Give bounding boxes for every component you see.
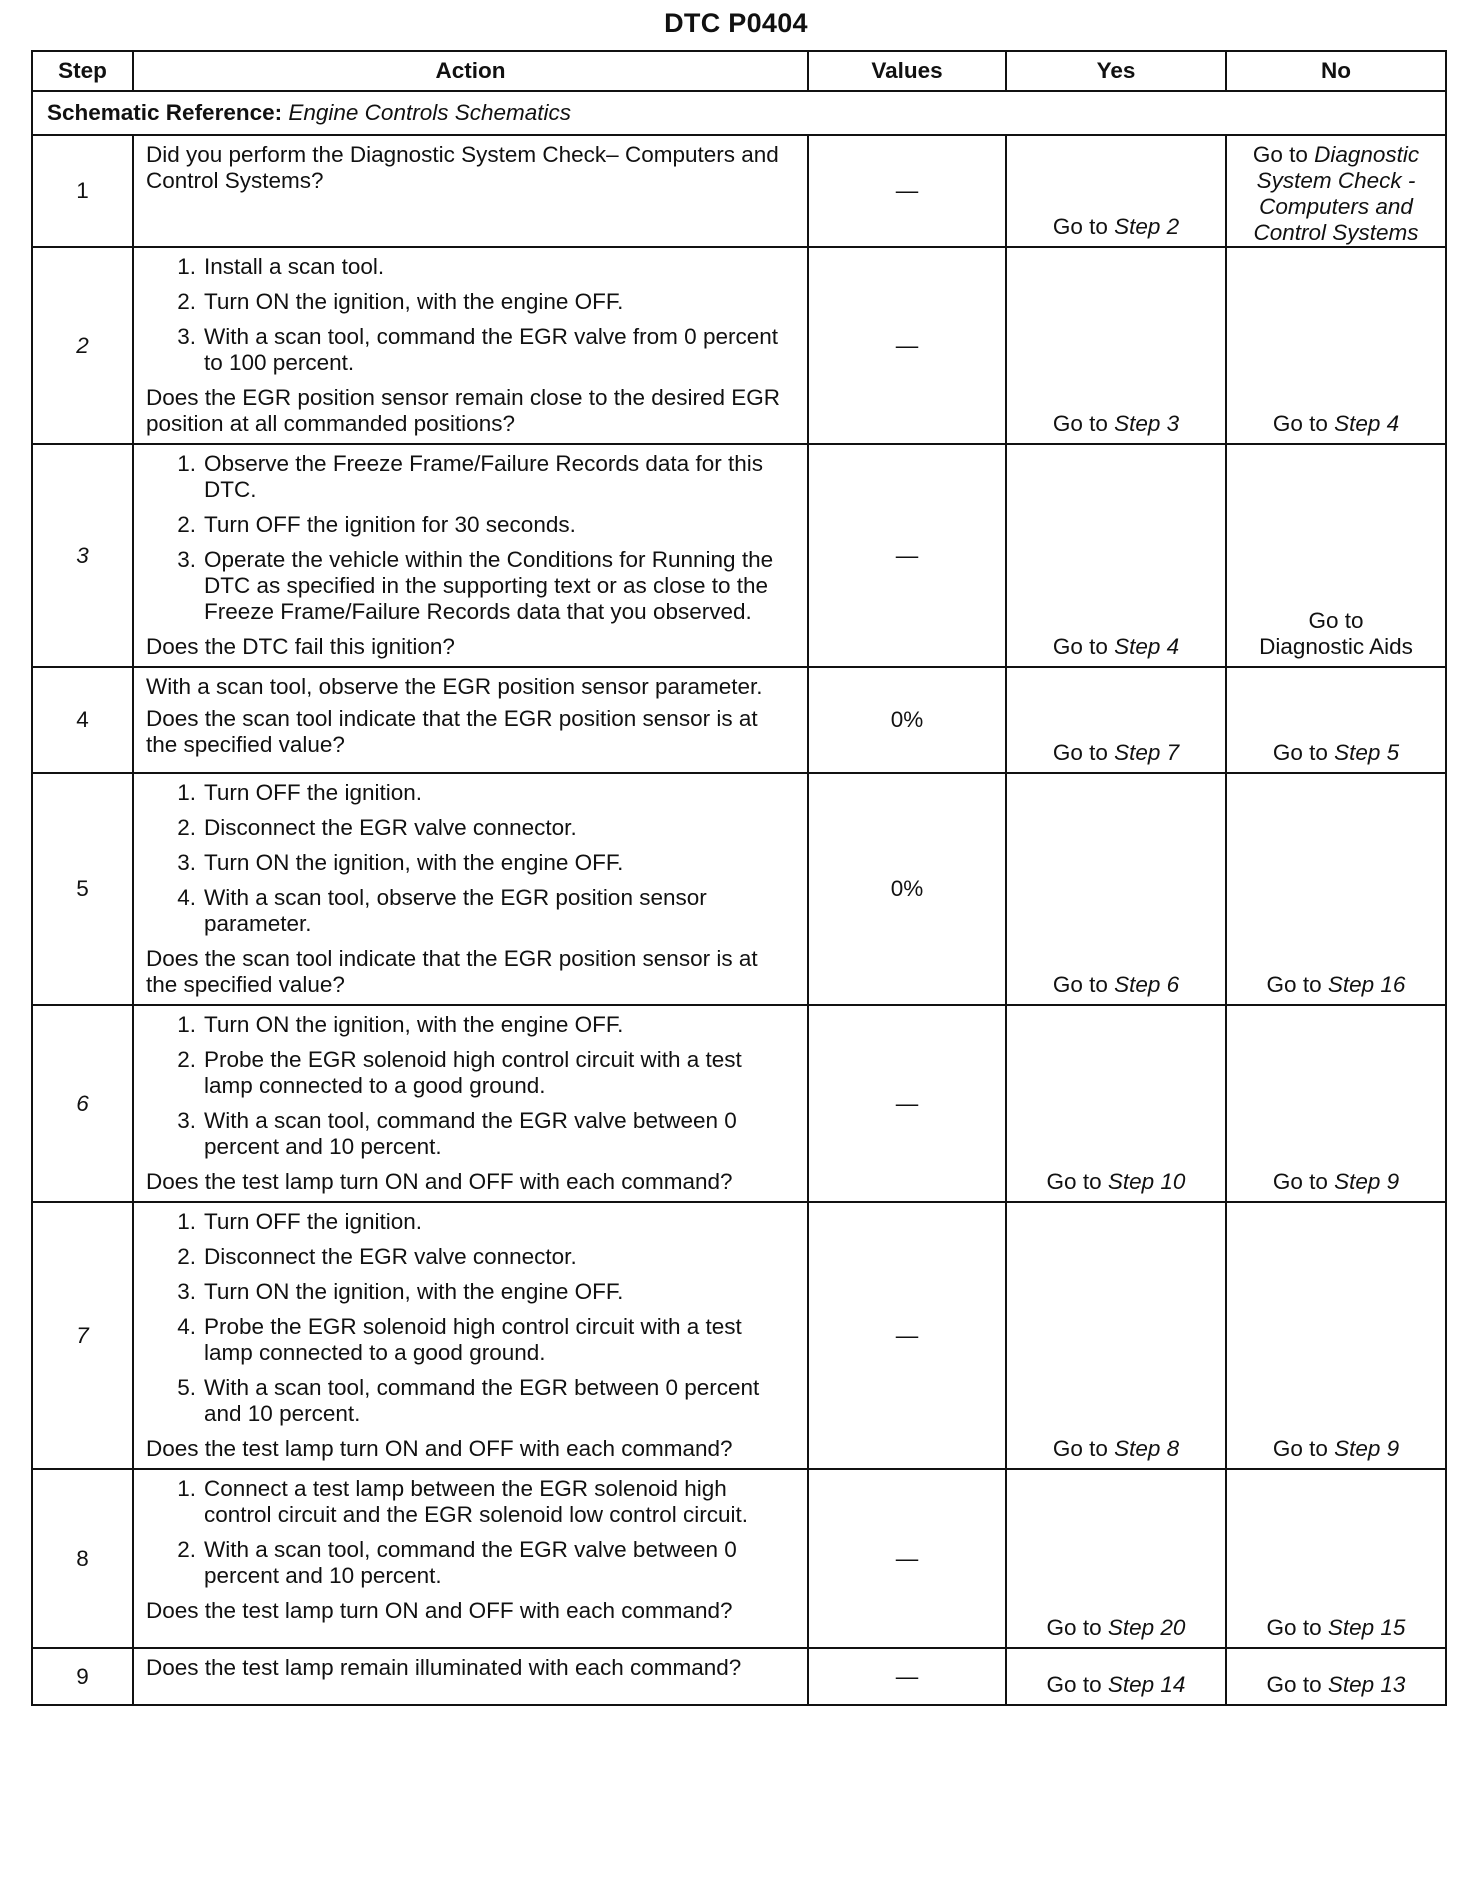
goto-step xyxy=(1114,214,1179,239)
list-number: 1. xyxy=(177,1209,196,1234)
goto-text: Go to xyxy=(1052,634,1108,659)
goto-step xyxy=(1114,740,1179,765)
step-number: 4 xyxy=(32,667,133,773)
goto-step xyxy=(1334,411,1399,436)
step-action xyxy=(133,247,808,444)
list-text: Probe the EGR solenoid high control circuit with a test lamp connected to a good ground. xyxy=(204,1314,742,1365)
action-list-item xyxy=(146,1108,795,1160)
dtc-table xyxy=(31,50,1447,1706)
yes-goto-link[interactable] xyxy=(1007,634,1225,660)
action-list-item xyxy=(146,1244,795,1270)
list-text: Disconnect the EGR valve connector. xyxy=(204,1244,577,1269)
list-number: 2. xyxy=(177,1537,196,1562)
list-text: Connect a test lamp between the EGR solenoid high control circuit and the EGR solenoid low control circuit. xyxy=(204,1476,748,1527)
step-value: — xyxy=(808,444,1006,667)
list-text: Turn OFF the ignition. xyxy=(204,780,423,805)
list-number: 2. xyxy=(177,1047,196,1072)
no-goto-link[interactable] xyxy=(1227,136,1445,246)
step-number: 1 xyxy=(32,135,133,247)
action-list-item xyxy=(146,1012,795,1038)
goto-step xyxy=(1108,1672,1186,1697)
step-target: 9 xyxy=(1386,1169,1400,1194)
step-number: 6 xyxy=(32,1005,133,1202)
step-value: — xyxy=(808,1469,1006,1648)
goto-step xyxy=(1114,411,1179,436)
step-word: Step xyxy=(1114,634,1161,659)
list-number: 3. xyxy=(177,324,196,349)
yes-goto-link[interactable] xyxy=(1007,972,1225,998)
goto-text: Go to xyxy=(1266,972,1322,997)
no-goto-link[interactable] xyxy=(1227,1615,1445,1641)
list-number: 2. xyxy=(177,289,196,314)
step-row xyxy=(32,667,1446,773)
yes-cell xyxy=(1006,1202,1226,1469)
list-text: With a scan tool, command the EGR valve from 0 percent to 100 percent. xyxy=(204,324,778,375)
step-word: Step xyxy=(1114,1436,1161,1461)
goto-step xyxy=(1114,634,1179,659)
step-word: Step xyxy=(1327,1672,1375,1697)
step-word: Step xyxy=(1334,1169,1381,1194)
yes-cell xyxy=(1006,444,1226,667)
action-question: Does the test lamp turn ON and OFF with each command? xyxy=(146,1598,733,1623)
step-action xyxy=(133,135,808,247)
step-number: 9 xyxy=(32,1648,133,1705)
step-row xyxy=(32,773,1446,1005)
list-text: Turn ON the ignition, with the engine OFF. xyxy=(204,1279,624,1304)
step-target: 4 xyxy=(1166,634,1180,659)
no-cell xyxy=(1226,444,1446,667)
step-target: 5 xyxy=(1386,740,1400,765)
goto-text: Go to xyxy=(1252,142,1308,167)
step-target: 10 xyxy=(1160,1169,1186,1194)
action-list-item xyxy=(146,1314,795,1366)
goto-step xyxy=(1114,1436,1179,1461)
yes-cell xyxy=(1006,1469,1226,1648)
no-goto-link[interactable] xyxy=(1227,1436,1445,1462)
yes-goto-link[interactable] xyxy=(1007,740,1225,766)
goto-text: Go to xyxy=(1272,411,1328,436)
no-goto-link[interactable] xyxy=(1227,1672,1445,1698)
list-text: Observe the Freeze Frame/Failure Records data for this DTC. xyxy=(204,451,763,502)
action-list-item xyxy=(146,815,795,841)
step-value: — xyxy=(808,247,1006,444)
step-word: Step xyxy=(1114,972,1161,997)
step-target: 20 xyxy=(1160,1615,1186,1640)
action-list xyxy=(146,1476,795,1589)
goto-step xyxy=(1334,740,1399,765)
action-lead-text: Did you perform the Diagnostic System Check– Computers and Control Systems? xyxy=(146,142,779,193)
list-text: Turn OFF the ignition for 30 seconds. xyxy=(204,512,576,537)
step-word: Step xyxy=(1114,411,1161,436)
goto-step xyxy=(1114,972,1179,997)
action-list-item xyxy=(146,1537,795,1589)
action-list-item xyxy=(146,885,795,937)
step-row xyxy=(32,1648,1446,1705)
no-cell xyxy=(1226,773,1446,1005)
step-action xyxy=(133,667,808,773)
header-row xyxy=(32,51,1446,91)
step-number: 7 xyxy=(32,1202,133,1469)
no-goto-link[interactable] xyxy=(1227,740,1445,766)
action-list-item xyxy=(146,451,795,503)
step-target: 13 xyxy=(1380,1672,1406,1697)
goto-text: Go to xyxy=(1052,1436,1108,1461)
action-list-item xyxy=(146,1476,795,1528)
header-yes: Yes xyxy=(1006,51,1226,91)
step-word: Step xyxy=(1114,214,1161,239)
no-goto-link[interactable] xyxy=(1227,972,1445,998)
yes-cell xyxy=(1006,667,1226,773)
yes-cell xyxy=(1006,1005,1226,1202)
goto-text: Go to xyxy=(1046,1169,1102,1194)
goto-text: Go to xyxy=(1272,1169,1328,1194)
list-number: 3. xyxy=(177,547,196,572)
action-list xyxy=(146,1209,795,1427)
list-text: With a scan tool, command the EGR valve between 0 percent and 10 percent. xyxy=(204,1108,737,1159)
step-action xyxy=(133,773,808,1005)
action-list xyxy=(146,1012,795,1160)
goto-step xyxy=(1334,1169,1399,1194)
list-number: 1. xyxy=(177,780,196,805)
step-value: 0% xyxy=(808,773,1006,1005)
goto-target-line: Diagnostic Aids xyxy=(1259,634,1413,659)
step-target: 9 xyxy=(1386,1436,1400,1461)
goto-target-line: Go to xyxy=(1308,608,1364,633)
step-number: 8 xyxy=(32,1469,133,1648)
step-row xyxy=(32,135,1446,247)
goto-text: Go to xyxy=(1052,972,1108,997)
goto-step xyxy=(1334,1436,1399,1461)
goto-text: Go to xyxy=(1052,740,1108,765)
schematic-reference xyxy=(32,91,1446,135)
step-word: Step xyxy=(1334,740,1381,765)
schematic-reference-row xyxy=(32,91,1446,135)
step-target: 14 xyxy=(1160,1672,1186,1697)
goto-target-line: System Check - xyxy=(1256,168,1416,193)
action-list-item xyxy=(146,289,795,315)
list-text: Turn OFF the ignition. xyxy=(204,1209,423,1234)
step-word: Step xyxy=(1107,1672,1155,1697)
step-row xyxy=(32,1005,1446,1202)
page-title: DTC P0404 xyxy=(664,8,808,38)
yes-goto-link[interactable] xyxy=(1007,1436,1225,1462)
list-text: Disconnect the EGR valve connector. xyxy=(204,815,577,840)
action-list-item xyxy=(146,324,795,376)
no-cell xyxy=(1226,1202,1446,1469)
action-list-item xyxy=(146,254,795,280)
goto-text: Go to xyxy=(1052,214,1108,239)
step-target: 3 xyxy=(1166,411,1180,436)
list-number: 3. xyxy=(177,850,196,875)
goto-step xyxy=(1328,1615,1406,1640)
yes-goto-link[interactable] xyxy=(1007,1672,1225,1698)
list-text: Install a scan tool. xyxy=(204,254,385,279)
step-row xyxy=(32,1202,1446,1469)
step-target: 2 xyxy=(1166,214,1180,239)
yes-goto-link[interactable] xyxy=(1007,411,1225,437)
action-list-item xyxy=(146,1209,795,1235)
step-word: Step xyxy=(1107,1169,1155,1194)
schematic-reference-link[interactable]: Engine Controls Schematics xyxy=(288,100,572,125)
action-list-item xyxy=(146,1375,795,1427)
action-question: Does the test lamp turn ON and OFF with each command? xyxy=(146,1436,733,1461)
action-list-item xyxy=(146,1047,795,1099)
yes-cell xyxy=(1006,773,1226,1005)
step-target: 8 xyxy=(1166,1436,1180,1461)
yes-goto-link[interactable] xyxy=(1007,214,1225,240)
step-row xyxy=(32,247,1446,444)
list-number: 4. xyxy=(177,885,196,910)
no-goto-link[interactable] xyxy=(1227,1169,1445,1195)
step-action xyxy=(133,1648,808,1705)
action-list-item xyxy=(146,512,795,538)
no-cell xyxy=(1226,1648,1446,1705)
list-text: With a scan tool, command the EGR valve between 0 percent and 10 percent. xyxy=(204,1537,737,1588)
step-value: — xyxy=(808,1005,1006,1202)
list-text: Turn ON the ignition, with the engine OFF. xyxy=(204,850,624,875)
goto-step xyxy=(1328,972,1406,997)
step-value: — xyxy=(808,135,1006,247)
step-value: — xyxy=(808,1648,1006,1705)
action-question: Does the DTC fail this ignition? xyxy=(146,634,455,659)
goto-step xyxy=(1108,1615,1186,1640)
goto-text: Go to xyxy=(1046,1672,1102,1697)
list-number: 1. xyxy=(177,1476,196,1501)
action-list-item xyxy=(146,850,795,876)
no-cell xyxy=(1226,667,1446,773)
step-value: 0% xyxy=(808,667,1006,773)
step-word: Step xyxy=(1327,972,1375,997)
list-number: 1. xyxy=(177,451,196,476)
step-word: Step xyxy=(1334,1436,1381,1461)
list-number: 5. xyxy=(177,1375,196,1400)
step-row xyxy=(32,1469,1446,1648)
goto-text: Go to xyxy=(1052,411,1108,436)
step-target: 6 xyxy=(1166,972,1180,997)
list-number: 3. xyxy=(177,1108,196,1133)
goto-step xyxy=(1108,1169,1186,1194)
action-question: Does the scan tool indicate that the EGR position sensor is at the specified value? xyxy=(146,946,758,997)
list-number: 2. xyxy=(177,1244,196,1269)
step-action xyxy=(133,1202,808,1469)
action-list-item xyxy=(146,780,795,806)
action-lead-text: With a scan tool, observe the EGR position sensor parameter. xyxy=(146,674,763,699)
goto-text: Go to xyxy=(1266,1615,1322,1640)
action-lead-text: Does the test lamp remain illuminated with each command? xyxy=(146,1655,742,1680)
step-word: Step xyxy=(1327,1615,1375,1640)
action-question: Does the test lamp turn ON and OFF with each command? xyxy=(146,1169,733,1194)
list-text: Probe the EGR solenoid high control circuit with a test lamp connected to a good ground. xyxy=(204,1047,742,1098)
no-cell xyxy=(1226,1469,1446,1648)
goto-text: Go to xyxy=(1272,1436,1328,1461)
goto-text: Go to xyxy=(1266,1672,1322,1697)
step-target: 15 xyxy=(1380,1615,1406,1640)
goto-text: Go to xyxy=(1046,1615,1102,1640)
list-text: With a scan tool, observe the EGR position sensor parameter. xyxy=(204,885,707,936)
goto-target-line: Control Systems xyxy=(1253,220,1419,245)
header-values: Values xyxy=(808,51,1006,91)
list-number: 3. xyxy=(177,1279,196,1304)
schematic-reference-label: Schematic Reference: xyxy=(47,100,283,125)
yes-goto-link[interactable] xyxy=(1007,1615,1225,1641)
step-word: Step xyxy=(1114,740,1161,765)
step-action xyxy=(133,1005,808,1202)
step-word: Step xyxy=(1334,411,1381,436)
action-question: Does the scan tool indicate that the EGR position sensor is at the specified value? xyxy=(146,706,758,757)
no-goto-link[interactable] xyxy=(1227,608,1445,660)
list-number: 2. xyxy=(177,815,196,840)
step-number: 2 xyxy=(32,247,133,444)
header-action: Action xyxy=(133,51,808,91)
list-number: 1. xyxy=(177,1012,196,1037)
step-word: Step xyxy=(1107,1615,1155,1640)
no-cell xyxy=(1226,1005,1446,1202)
step-number: 5 xyxy=(32,773,133,1005)
step-number: 3 xyxy=(32,444,133,667)
action-list xyxy=(146,780,795,937)
step-target: 4 xyxy=(1386,411,1400,436)
yes-cell xyxy=(1006,1648,1226,1705)
list-number: 1. xyxy=(177,254,196,279)
list-number: 4. xyxy=(177,1314,196,1339)
step-action xyxy=(133,444,808,667)
list-text: Turn ON the ignition, with the engine OFF. xyxy=(204,1012,624,1037)
action-list-item xyxy=(146,1279,795,1305)
goto-step xyxy=(1328,1672,1406,1697)
no-cell xyxy=(1226,135,1446,247)
yes-cell xyxy=(1006,135,1226,247)
action-list xyxy=(146,254,795,376)
action-list-item xyxy=(146,547,795,625)
header-no: No xyxy=(1226,51,1446,91)
step-target: 7 xyxy=(1166,740,1180,765)
yes-goto-link[interactable] xyxy=(1007,1169,1225,1195)
list-text: With a scan tool, command the EGR between 0 percent and 10 percent. xyxy=(204,1375,760,1426)
step-target: 16 xyxy=(1380,972,1406,997)
action-list xyxy=(146,451,795,625)
step-row xyxy=(32,444,1446,667)
no-goto-link[interactable] xyxy=(1227,411,1445,437)
step-value: — xyxy=(808,1202,1006,1469)
no-cell xyxy=(1226,247,1446,444)
goto-text: Go to xyxy=(1272,740,1328,765)
list-text: Turn ON the ignition, with the engine OFF. xyxy=(204,289,624,314)
header-step: Step xyxy=(32,51,133,91)
action-question: Does the EGR position sensor remain close to the desired EGR position at all commanded positions? xyxy=(146,385,781,436)
list-number: 2. xyxy=(177,512,196,537)
goto-target-line: Diagnostic xyxy=(1314,142,1420,167)
yes-cell xyxy=(1006,247,1226,444)
goto-target-line: Computers and xyxy=(1259,194,1413,219)
step-action xyxy=(133,1469,808,1648)
list-text: Operate the vehicle within the Conditions for Running the DTC as specified in the supporting text or as close to the Freeze Frame/Failure Records data that you observed. xyxy=(204,547,774,624)
